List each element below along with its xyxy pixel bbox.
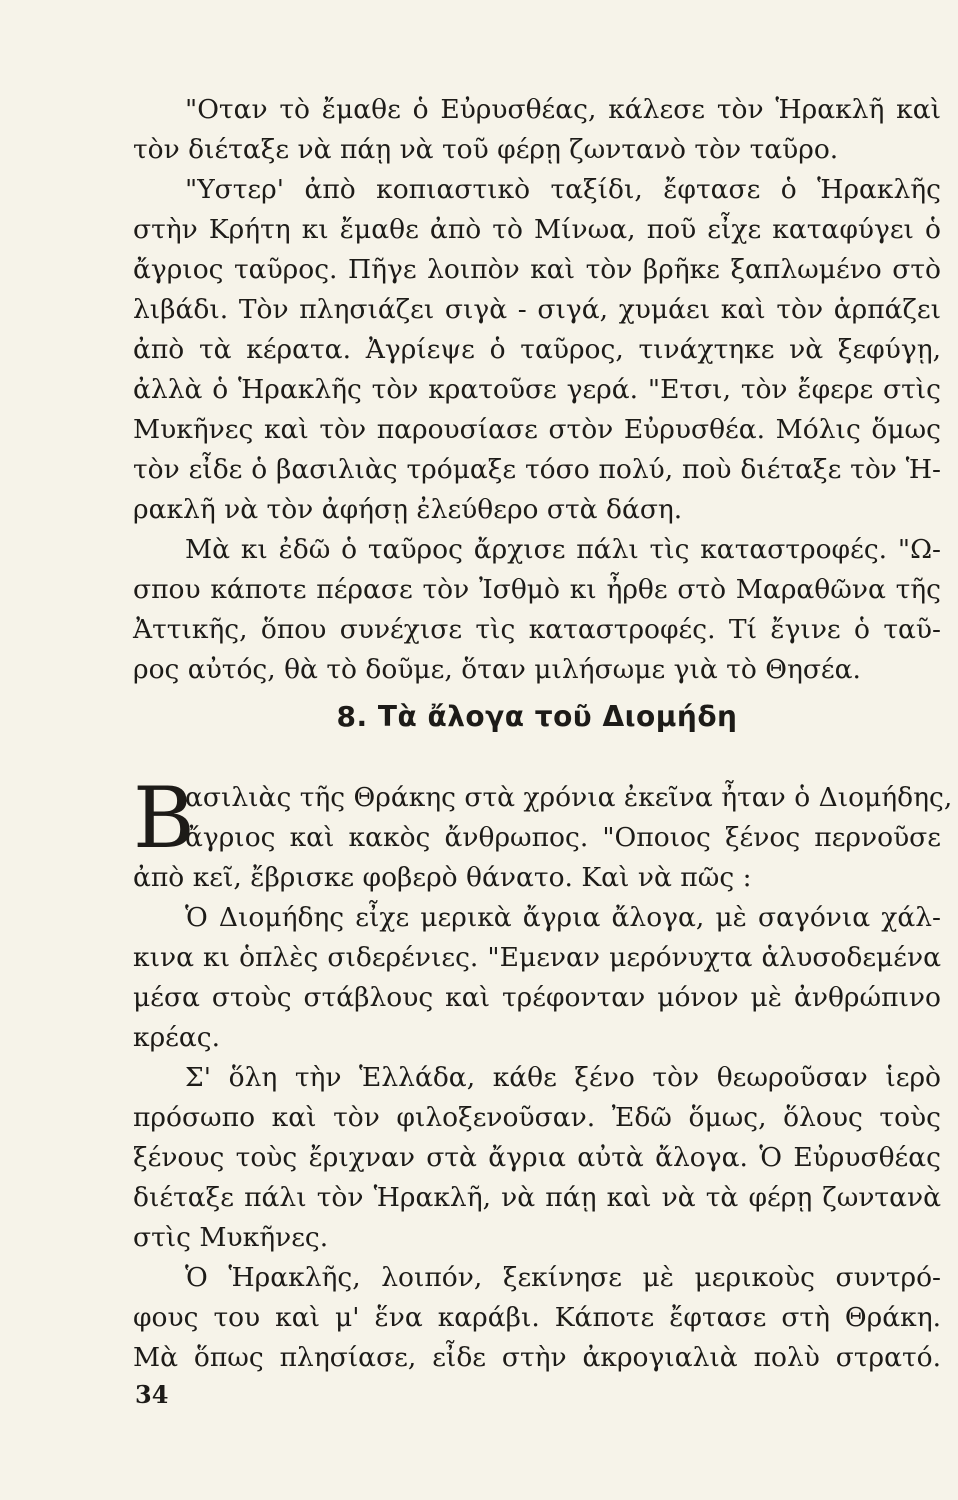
text-line: τὸν εἶδε ὁ βασιλιὰς τρόμαξε τόσο πολύ, ποὺ διέταξε τὸν Ἡ- — [133, 454, 941, 485]
text-line: τὸν διέταξε νὰ πάῃ νὰ τοῦ φέρῃ ζωντανὸ τὸν ταῦρο. — [133, 134, 839, 165]
text-line: Ὁ Ἡρακλῆς, λοιπόν, ξεκίνησε μὲ μερικοὺς συντρό- — [185, 1262, 941, 1293]
text-line: Ὁ Διομήδης εἶχε μερικὰ ἄγρια ἄλογα, μὲ σαγόνια χάλ- — [185, 902, 941, 933]
text-line: Μυκῆνες καὶ τὸν παρουσίασε στὸν Εὐρυσθέα. Μόλις ὅμως — [133, 414, 941, 445]
text-line: ἄγριος ταῦρος. Πῆγε λοιπὸν καὶ τὸν βρῆκε ξαπλωμένο στὸ — [133, 254, 941, 285]
text-line: Ἀττικῆς, ὅπου συνέχισε τὶς καταστροφές. Τί ἔγινε ὁ ταῦ- — [133, 614, 941, 645]
text-line: "Οταν τὸ ἔμαθε ὁ Εὐρυσθέας, κάλεσε τὸν Ἡρακλῆ καὶ — [185, 94, 941, 125]
text-line: Μὰ κι ἐδῶ ὁ ταῦρος ἄρχισε πάλι τὶς καταστροφές. "Ω- — [185, 534, 941, 565]
chapter-text-block — [133, 769, 953, 1378]
text-line: κινα κι ὁπλὲς σιδερένιες. "Εμεναν μερόνυχτα ἁλυσοδεμένα — [133, 942, 941, 973]
text-line: ρος αὐτός, θὰ τὸ δοῦμε, ὅταν μιλήσωμε γιὰ τὸ Θησέα. — [133, 654, 861, 685]
text-line: ἀλλὰ ὁ Ἡρακλῆς τὸν κρατοῦσε γερά. "Ετσι, τὸν ἔφερε στὶς — [133, 374, 941, 405]
text-line: πρόσωπο καὶ τὸν φιλοξενοῦσαν. Ἐδῶ ὅμως, ὅλους τοὺς — [133, 1102, 941, 1133]
text-line: ἀπὸ τὰ κέρατα. Ἀγρίεψε ὁ ταῦρος, τινάχτηκε νὰ ξεφύγῃ, — [133, 334, 941, 365]
text-line: φους του καὶ μ' ἕνα καράβι. Κάποτε ἔφτασε στὴ Θράκη. — [133, 1302, 941, 1333]
top-text-block — [133, 90, 941, 690]
text-line: ασιλιὰς τῆς Θράκης στὰ χρόνια ἐκεῖνα ἦταν ὁ Διομήδης, — [185, 782, 953, 813]
page-number: 34 — [135, 1380, 169, 1409]
text-line: σπου κάποτε πέρασε τὸν Ἰσθμὸ κι ἦρθε στὸ Μαραθῶνα τῆς — [133, 574, 941, 605]
text-line: ἀπὸ κεῖ, ἔβρισκε φοβερὸ θάνατο. Καὶ νὰ πῶς : — [133, 862, 752, 893]
text-line: "Υστερ' ἀπὸ κοπιαστικὸ ταξίδι, ἔφτασε ὁ Ἡρακλῆς — [185, 174, 941, 205]
text-line: Σ' ὅλη τὴν Ἑλλάδα, κάθε ξένο τὸν θεωροῦσαν ἱερὸ — [185, 1062, 941, 1093]
text-line: στὴν Κρήτη κι ἔμαθε ἀπὸ τὸ Μίνωα, ποῦ εἶχε καταφύγει ὁ — [133, 214, 941, 245]
text-line: ξένους τοὺς ἔριχναν στὰ ἄγρια αὐτὰ ἄλογα. Ὁ Εὐρυσθέας — [133, 1142, 941, 1173]
text-line: ρακλῆ νὰ τὸν ἀφήσῃ ἐλεύθερο στὰ δάση. — [133, 494, 683, 525]
text-line: λιβάδι. Τὸν πλησιάζει σιγὰ - σιγά, χυμάει καὶ τὸν ἁρπάζει — [133, 294, 941, 325]
text-line: μέσα στοὺς στάβλους καὶ τρέφονταν μόνον μὲ ἀνθρώπινο — [133, 982, 941, 1013]
text-line: κρέας. — [133, 1022, 221, 1053]
drop-cap: Β — [133, 769, 195, 867]
chapter-heading: 8. Τὰ ἄλογα τοῦ Διομήδη — [336, 700, 738, 733]
text-line: Μὰ ὅπως πλησίασε, εἶδε στὴν ἀκρογιαλιὰ πολὺ στρατό. — [133, 1342, 941, 1373]
text-line: διέταξε πάλι τὸν Ἡρακλῆ, νὰ πάῃ καὶ νὰ τὰ φέρῃ ζωντανὰ — [133, 1182, 941, 1213]
text-line: στὶς Μυκῆνες. — [133, 1222, 329, 1253]
text-line: ἄγριος καὶ κακὸς ἄνθρωπος. "Οποιος ξένος περνοῦσε — [185, 822, 941, 853]
